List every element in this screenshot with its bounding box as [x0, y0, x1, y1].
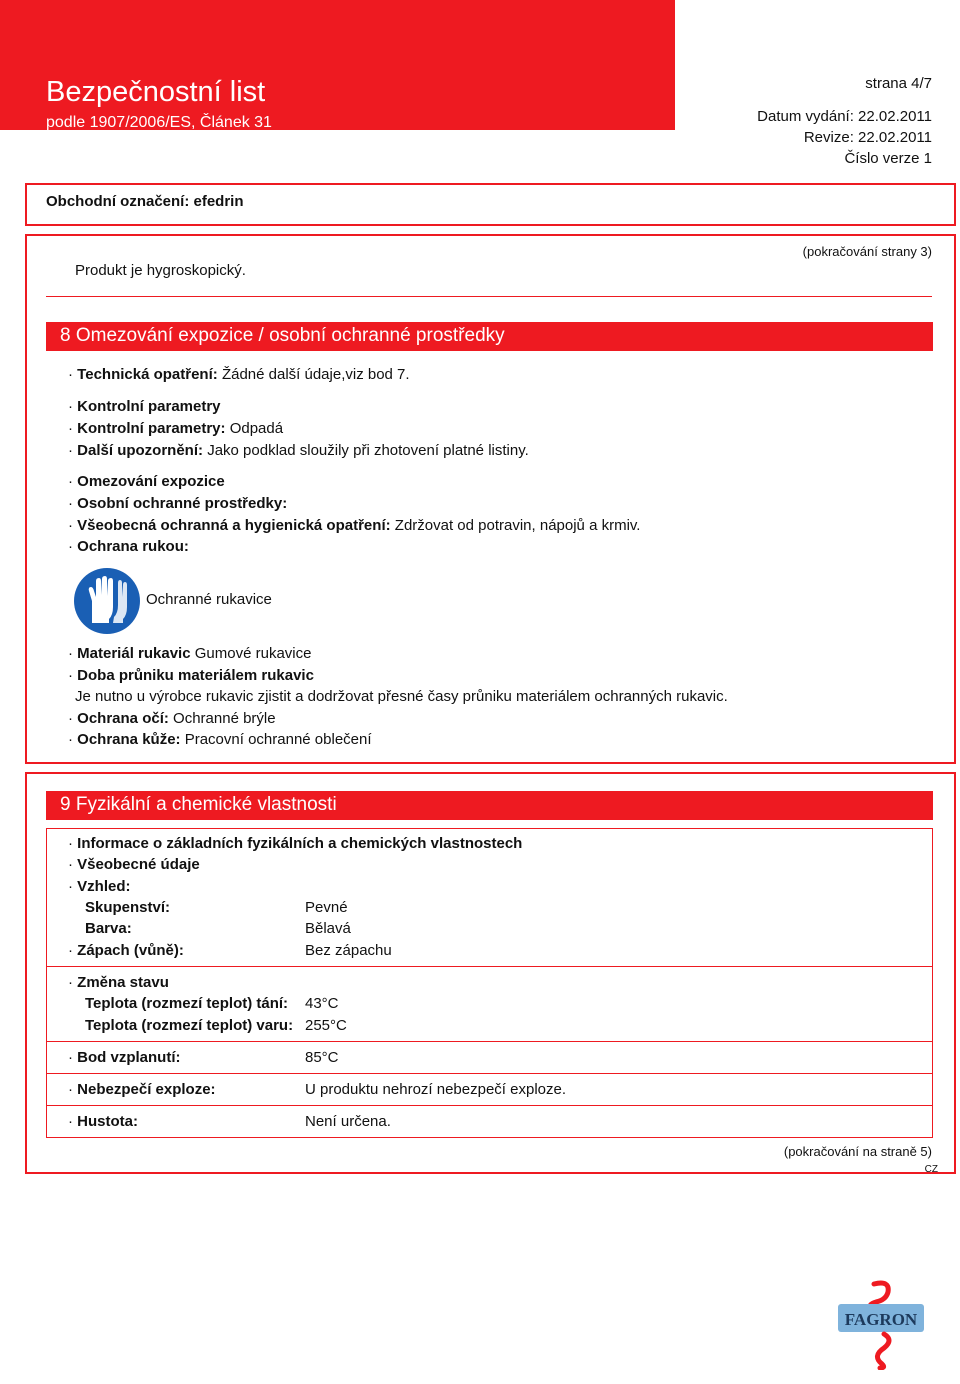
continuation-top: (pokračování strany 3)	[802, 244, 932, 259]
issue-date: Datum vydání: 22.02.2011	[757, 108, 932, 125]
further-notes: · Další upozornění: Jako podklad sloužily při zhotovení platné listiny.	[68, 442, 529, 459]
boiling-point-label: Teplota (rozmezí teplot) varu:	[85, 1017, 294, 1034]
document-subtitle: podle 1907/2006/ES, Článek 31	[46, 114, 272, 131]
exposure-controls: · Omezování expozice	[68, 473, 225, 490]
ppe-heading: · Osobní ochranné prostředky:	[68, 495, 288, 512]
basic-properties-info: · Informace o základních fyzikálních a chemických vlastnostech	[68, 835, 523, 852]
melting-point-label: Teplota (rozmezí teplot) tání:	[85, 995, 289, 1012]
gloves-caption: Ochranné rukavice	[146, 591, 272, 608]
control-parameters: · Kontrolní parametry	[68, 398, 221, 415]
divider	[46, 1041, 933, 1042]
breakthrough-time: · Doba průniku materiálem rukavic	[68, 667, 314, 684]
divider	[46, 1073, 933, 1074]
density-value: Není určena.	[305, 1113, 391, 1130]
explosion-hazard-label: · Nebezpečí exploze:	[68, 1081, 216, 1098]
melting-point-value: 43°C	[305, 995, 339, 1012]
hygroscopic-note: Produkt je hygroskopický.	[75, 262, 246, 279]
skin-protection: · Ochrana kůže: Pracovní ochranné oblečení	[68, 731, 372, 748]
flash-point-label: · Bod vzplanutí:	[68, 1049, 181, 1066]
document-title: Bezpečnostní list	[46, 76, 266, 108]
change-of-state: · Změna stavu	[68, 974, 169, 991]
protective-gloves-icon	[73, 567, 141, 635]
flash-point-value: 85°C	[305, 1049, 339, 1066]
glove-material: · Materiál rukavic Gumové rukavice	[68, 645, 312, 662]
fagron-logo	[838, 1280, 924, 1370]
odor-label: · Zápach (vůně):	[68, 942, 184, 959]
hygiene-measures: · Všeobecná ochranná a hygienická opatření: Zdržovat od potravin, nápojů a krmiv.	[68, 517, 641, 534]
page-number: strana 4/7	[865, 75, 932, 92]
boiling-point-value: 255°C	[305, 1017, 347, 1034]
technical-measures: · Technická opatření: Žádné další údaje,viz bod 7.	[68, 366, 410, 383]
divider	[46, 296, 932, 297]
divider	[46, 966, 933, 967]
general-info: · Všeobecné údaje	[68, 856, 200, 873]
breakthrough-text: Je nutno u výrobce rukavic zjistit a dodržovat přesné časy průniku materiálem ochranných rukavic.	[75, 688, 728, 705]
trade-name: Obchodní označení: efedrin	[46, 193, 244, 210]
hand-protection: · Ochrana rukou:	[68, 538, 189, 555]
section-9-title: 9 Fyzikální a chemické vlastnosti	[46, 791, 933, 820]
color-value: Bělavá	[305, 920, 351, 937]
appearance: · Vzhled:	[68, 878, 131, 895]
logo-text: FAGRON	[844, 1310, 918, 1329]
divider	[46, 1105, 933, 1106]
physical-state-value: Pevné	[305, 899, 348, 916]
color-label: Barva:	[85, 920, 132, 937]
version-number: Číslo verze 1	[844, 150, 932, 167]
eye-protection: · Ochrana očí: Ochranné brýle	[68, 710, 276, 727]
density-label: · Hustota:	[68, 1113, 138, 1130]
explosion-hazard-value: U produktu nehrozí nebezpečí exploze.	[305, 1081, 566, 1098]
header-banner	[0, 0, 675, 130]
continuation-bottom: (pokračování na straně 5)	[783, 1144, 932, 1159]
odor-value: Bez zápachu	[305, 942, 392, 959]
revision-date: Revize: 22.02.2011	[803, 129, 932, 146]
control-parameters-value: · Kontrolní parametry: Odpadá	[68, 420, 284, 437]
language-code: CZ	[924, 1164, 938, 1175]
physical-state-label: Skupenství:	[85, 899, 171, 916]
section-8-title: 8 Omezování expozice / osobní ochranné prostředky	[46, 322, 933, 351]
